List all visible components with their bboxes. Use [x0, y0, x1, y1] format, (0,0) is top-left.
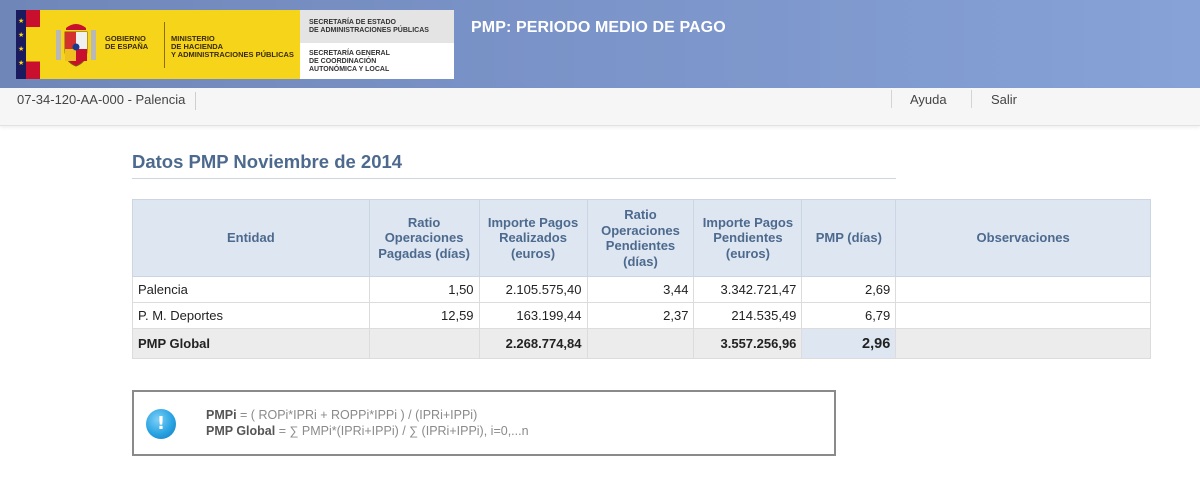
formula-pmp-global [206, 424, 529, 438]
cell-ratio-pendientes-global [587, 329, 694, 359]
eu-flag-icon: ★ ★ ★ ★ [16, 10, 40, 79]
col-header-importe-realizados: Importe Pagos Realizados (euros) [479, 200, 587, 277]
gobierno-line-2: DE ESPAÑA [105, 42, 149, 51]
app-title: PMP: PERIODO MEDIO DE PAGO [471, 19, 726, 36]
help-link[interactable]: Ayuda [910, 92, 947, 107]
app-header [0, 0, 1200, 88]
col-header-pmp: PMP (días) [802, 200, 896, 277]
coat-of-arms-icon [54, 20, 98, 70]
cell-importe-realizados: 2.105.575,40 [479, 277, 587, 303]
spain-flag-icon [26, 10, 40, 79]
cell-entidad: P. M. Deportes [133, 303, 370, 329]
table-row-global [133, 329, 1151, 359]
formula-pmpi-text: = ( ROPi*IPRi + ROPPi*IPPi ) / (IPRi+IPPi) [236, 408, 478, 422]
secretaria-general-line-3: AUTONÓMICA Y LOCAL [309, 65, 390, 73]
formula-pmp-global-text: = ∑ PMPi*(IPRi+IPPi) / ∑ (IPRi+IPPi), i=0,...n [275, 424, 529, 438]
secretaria-estado-line-2: DE ADMINISTRACIONES PÚBLICAS [309, 26, 429, 34]
ministerio-line-1: MINISTERIO [171, 34, 215, 43]
table-row [133, 303, 1151, 329]
cell-ratio-pagadas: 12,59 [369, 303, 479, 329]
formula-pmpi [206, 408, 477, 422]
secretaria-estado-line-1: SECRETARÍA DE ESTADO [309, 19, 396, 26]
cell-pmp: 6,79 [802, 303, 896, 329]
secretaria-general-text [309, 50, 390, 73]
pmp-table [132, 199, 1151, 359]
col-header-observaciones: Observaciones [896, 200, 1151, 277]
top-bar [0, 88, 1200, 126]
cell-importe-pendientes-global: 3.557.256,96 [694, 329, 802, 359]
ministerio-line-3: Y ADMINISTRACIONES PÚBLICAS [171, 50, 294, 59]
table-header-row [133, 200, 1151, 277]
nav-divider [891, 90, 892, 108]
ministerio-line-2: DE HACIENDA [171, 42, 224, 51]
col-header-entidad: Entidad [133, 200, 370, 277]
logo-divider [164, 22, 165, 68]
cell-importe-realizados: 163.199,44 [479, 303, 587, 329]
cell-entidad-global: PMP Global [133, 329, 370, 359]
cell-pmp: 2,69 [802, 277, 896, 303]
formula-info-box [132, 390, 836, 456]
cell-entidad: Palencia [133, 277, 370, 303]
cell-ratio-pendientes: 3,44 [587, 277, 694, 303]
secretaria-block [300, 10, 454, 79]
cell-observaciones [896, 303, 1151, 329]
government-logo [16, 10, 300, 79]
gobierno-text [105, 35, 148, 51]
cell-importe-pendientes: 3.342.721,47 [694, 277, 802, 303]
secretaria-estado-text [309, 19, 429, 34]
cell-observaciones-global [896, 329, 1151, 359]
cell-pmp-global: 2,96 [802, 329, 896, 359]
secretaria-general-line-2: DE COORDINACIÓN [309, 57, 377, 65]
secretaria-general-line-1: SECRETARÍA GENERAL [309, 50, 390, 57]
secretaria-estado-box [300, 10, 454, 43]
ministerio-text [171, 35, 294, 59]
col-header-ratio-pendientes: Ratio Operaciones Pendientes (días) [587, 200, 694, 277]
title-divider [132, 178, 896, 179]
entity-code: 07-34-120-AA-000 - Palencia [17, 92, 196, 110]
gobierno-line-1: GOBIERNO [105, 34, 146, 43]
info-icon: ! [146, 409, 176, 439]
formula-pmp-global-label: PMP Global [206, 424, 276, 438]
col-header-ratio-pagadas: Ratio Operaciones Pagadas (días) [369, 200, 479, 277]
table-row [133, 277, 1151, 303]
cell-ratio-pendientes: 2,37 [587, 303, 694, 329]
nav-divider [971, 90, 972, 108]
page-title: Datos PMP Noviembre de 2014 [132, 151, 403, 172]
exit-link[interactable]: Salir [991, 92, 1018, 107]
cell-ratio-pagadas-global [369, 329, 479, 359]
col-header-importe-pendientes: Importe Pagos Pendientes (euros) [694, 200, 802, 277]
cell-observaciones [896, 277, 1151, 303]
formula-pmpi-label: PMPi [206, 408, 237, 422]
cell-ratio-pagadas: 1,50 [369, 277, 479, 303]
cell-importe-realizados-global: 2.268.774,84 [479, 329, 587, 359]
cell-importe-pendientes: 214.535,49 [694, 303, 802, 329]
